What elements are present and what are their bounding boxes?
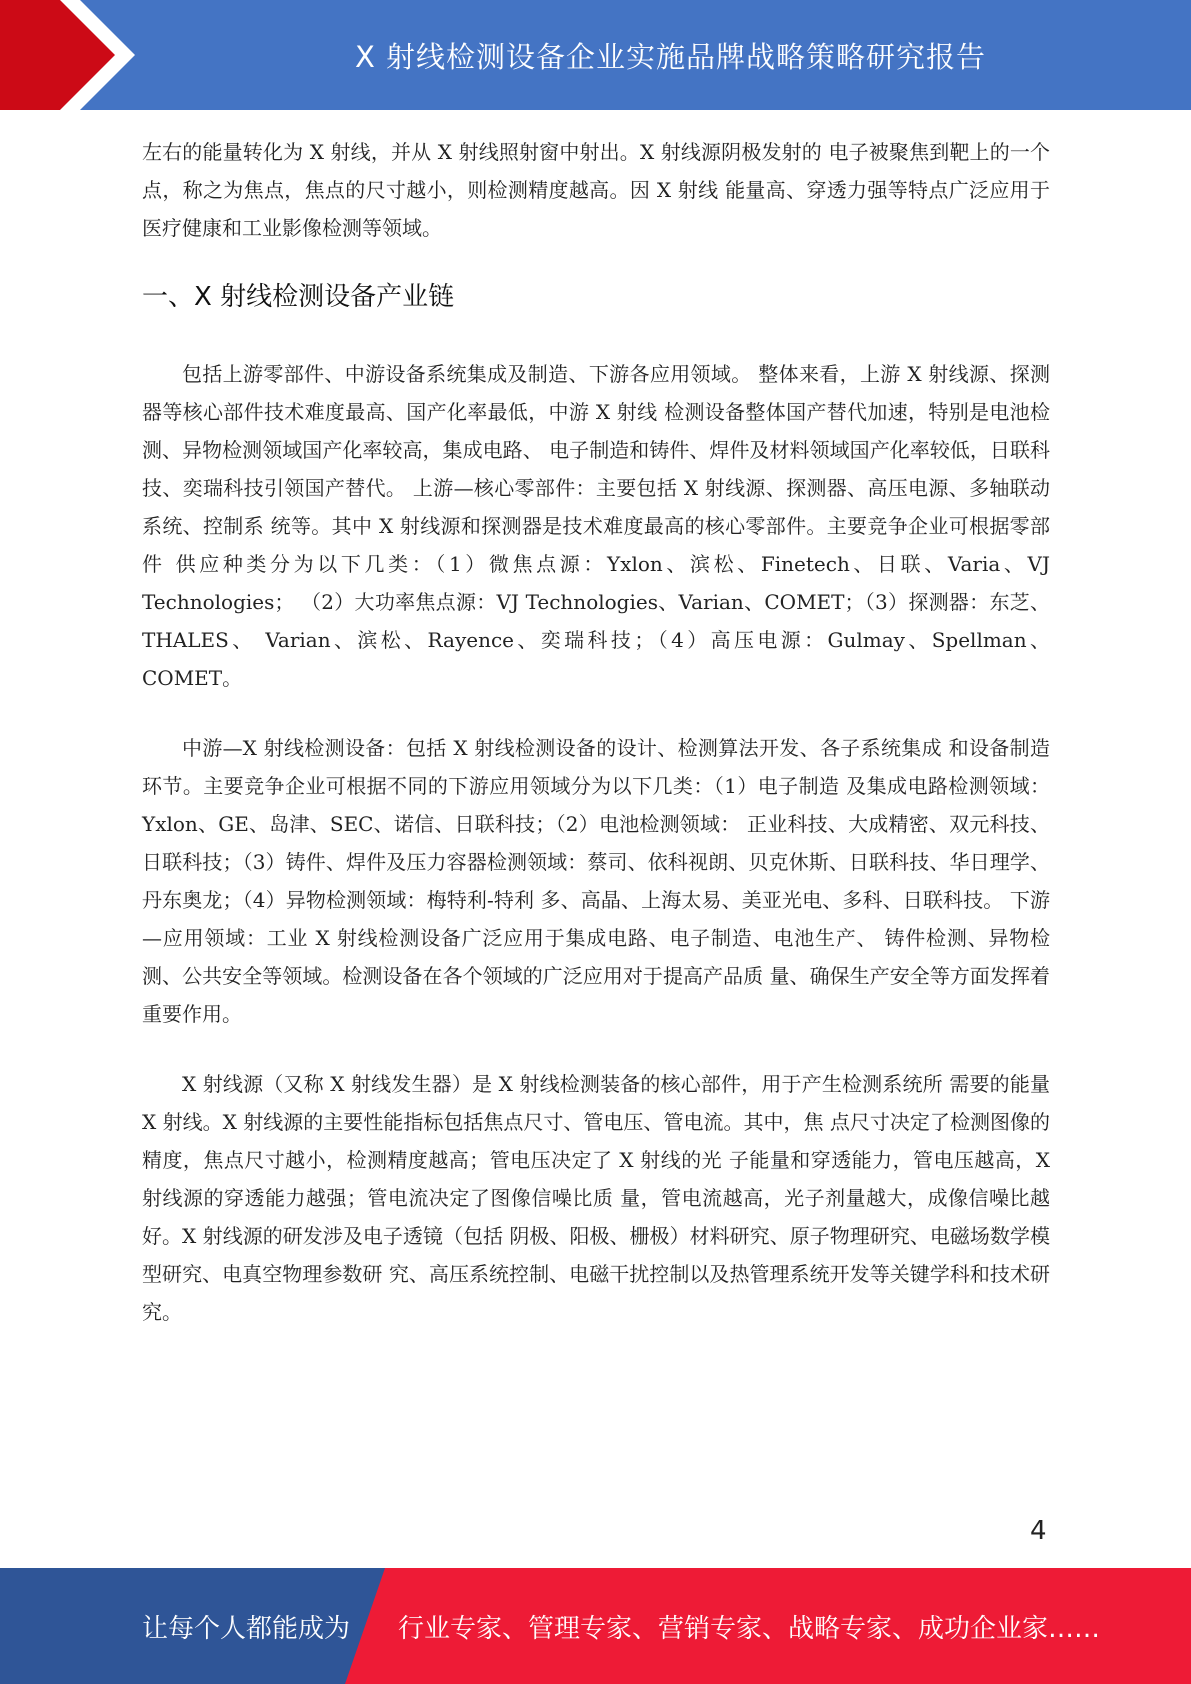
section-heading: 一、X 射线检测设备产业链: [142, 282, 455, 312]
report-title: X 射线检测设备企业实施品牌战略策略研究报告: [354, 39, 987, 74]
footer-slogan-right: 行业专家、管理专家、营销专家、战略专家、成功企业家……: [398, 1613, 1101, 1644]
paragraph-upstream: 包括上游零部件、中游设备系统集成及制造、下游各应用领域。 整体来看，上游 X 射线源、探测器等核心部件技术难度最高、国产化率最低，中游 X 射线 检测设备整体国产替代加速，特别是电池检测、异物检测领域国产化率较高，集成电路、 电子制造和铸件、焊件及材料领域国产化率较低，日联科技、奕瑞科技引领国产替代。 上游—核心零部件：主要包括 X 射线源、探测器、高压电源、多轴联动系统、控制系 统等。其中 X 射线源和探测器是技术难度最高的核心零部件。主要竞争企业可根据零部件 供应种类分为以下几类：（1）微焦点源：Yxlon、滨松、Finetech、日联、Varia、VJ Technologies； （2）大功率焦点源：VJ Technologies、Varian、COMET；（3）探测器：东芝、THALES、 Varian、滨松、Rayence、奕瑞科技；（4）高压电源：Gulmay、Spellman、COMET。: [142, 362, 1050, 690]
lead-paragraph: 左右的能量转化为 X 射线，并从 X 射线照射窗中射出。X 射线源阴极发射的 电子被聚焦到靶上的一个点，称之为焦点，焦点的尺寸越小，则检测精度越高。因 X 射线 能量高、穿透力强等特点广泛应用于医疗健康和工业影像检测等领域。: [142, 140, 1050, 240]
paragraph-midstream: 中游—X 射线检测设备：包括 X 射线检测设备的设计、检测算法开发、各子系统集成 和设备制造环节。主要竞争企业可根据不同的下游应用领域分为以下几类：（1）电子制造 及集成电路检测领域：Yxlon、GE、岛津、SEC、诺信、日联科技；（2）电池检测领域： 正业科技、大成精密、双元科技、日联科技；（3）铸件、焊件及压力容器检测领域：蔡司、依科视朗、贝克休斯、日联科技、华日理学、丹东奥龙；（4）异物检测领域：梅特利-特利 多、高晶、上海太易、美亚光电、多科、日联科技。 下游—应用领域：工业 X 射线检测设备广泛应用于集成电路、电子制造、电池生产、 铸件检测、异物检测、公共安全等领域。检测设备在各个领域的广泛应用对于提高产品质 量、确保生产安全等方面发挥着重要作用。: [142, 736, 1050, 1026]
document-body: [142, 133, 1050, 1331]
page-number: 4: [1030, 1516, 1047, 1546]
paragraph-xray-source: X 射线源（又称 X 射线发生器）是 X 射线检测装备的核心部件，用于产生检测系统所 需要的能量 X 射线。X 射线源的主要性能指标包括焦点尺寸、管电压、管电流。其中，焦 点尺寸决定了检测图像的精度，焦点尺寸越小，检测精度越高；管电压决定了 X 射线的光 子能量和穿透能力，管电压越高，X 射线源的穿透能力越强；管电流决定了图像信噪比质 量，管电流越高，光子剂量越大，成像信噪比越好。X 射线源的研发涉及电子透镜（包括 阴极、阳极、栅极）材料研究、原子物理研究、电磁场数学模型研究、电真空物理参数研 究、高压系统控制、电磁干扰控制以及热管理系统开发等关键学科和技术研究。: [142, 1072, 1050, 1324]
page-footer: [0, 1568, 1191, 1684]
footer-slogan-left: 让每个人都能成为: [142, 1613, 351, 1644]
page-header: [0, 0, 1191, 110]
